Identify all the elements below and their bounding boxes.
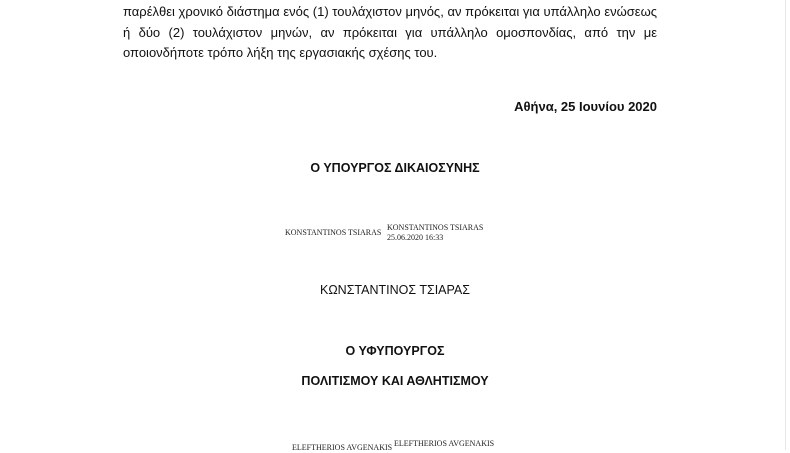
deputy-minister-title: Ο ΥΦΥΠΟΥΡΓΟΣ: [345, 344, 445, 358]
date-line: Αθήνα, 25 Ιουνίου 2020: [514, 99, 657, 114]
signature-name-right: ELEFTHERIOS AVGENAKIS: [394, 439, 495, 448]
signature-timestamp: 25.06.2020 16:33: [387, 233, 444, 242]
signature-name-left: KONSTANTINOS TSIARAS: [285, 228, 382, 237]
paragraph-line: παρέλθει χρονικό διάστημα ενός (1) τουλάχιστον μηνός, αν πρόκειται για υπάλληλο ενώσεως: [123, 4, 657, 19]
paragraph-line: ή δύο (2) τουλάχιστον μηνών, αν πρόκειται για υπάλληλο ομοσπονδίας, από την με: [123, 24, 657, 40]
minister-name: ΚΩΝΣΤΑΝΤΙΝΟΣ ΤΣΙΑΡΑΣ: [320, 283, 470, 297]
minister-title: Ο ΥΠΟΥΡΓΟΣ ΔΙΚΑΙΟΣΥΝΗΣ: [310, 161, 480, 175]
page-edge: [785, 0, 786, 450]
signature-name-left: ELEFTHERIOS AVGENAKIS: [292, 443, 393, 452]
signature-name-right: KONSTANTINOS TSIARAS: [387, 223, 484, 232]
body-paragraph: [123, 2, 657, 64]
deputy-minister-ministry: ΠΟΛΙΤΙΣΜΟΥ ΚΑΙ ΑΘΛΗΤΙΣΜΟΥ: [301, 374, 489, 388]
paragraph-line: οποιονδήποτε τρόπο λήξη της εργασιακής σχέσης του.: [123, 45, 438, 60]
